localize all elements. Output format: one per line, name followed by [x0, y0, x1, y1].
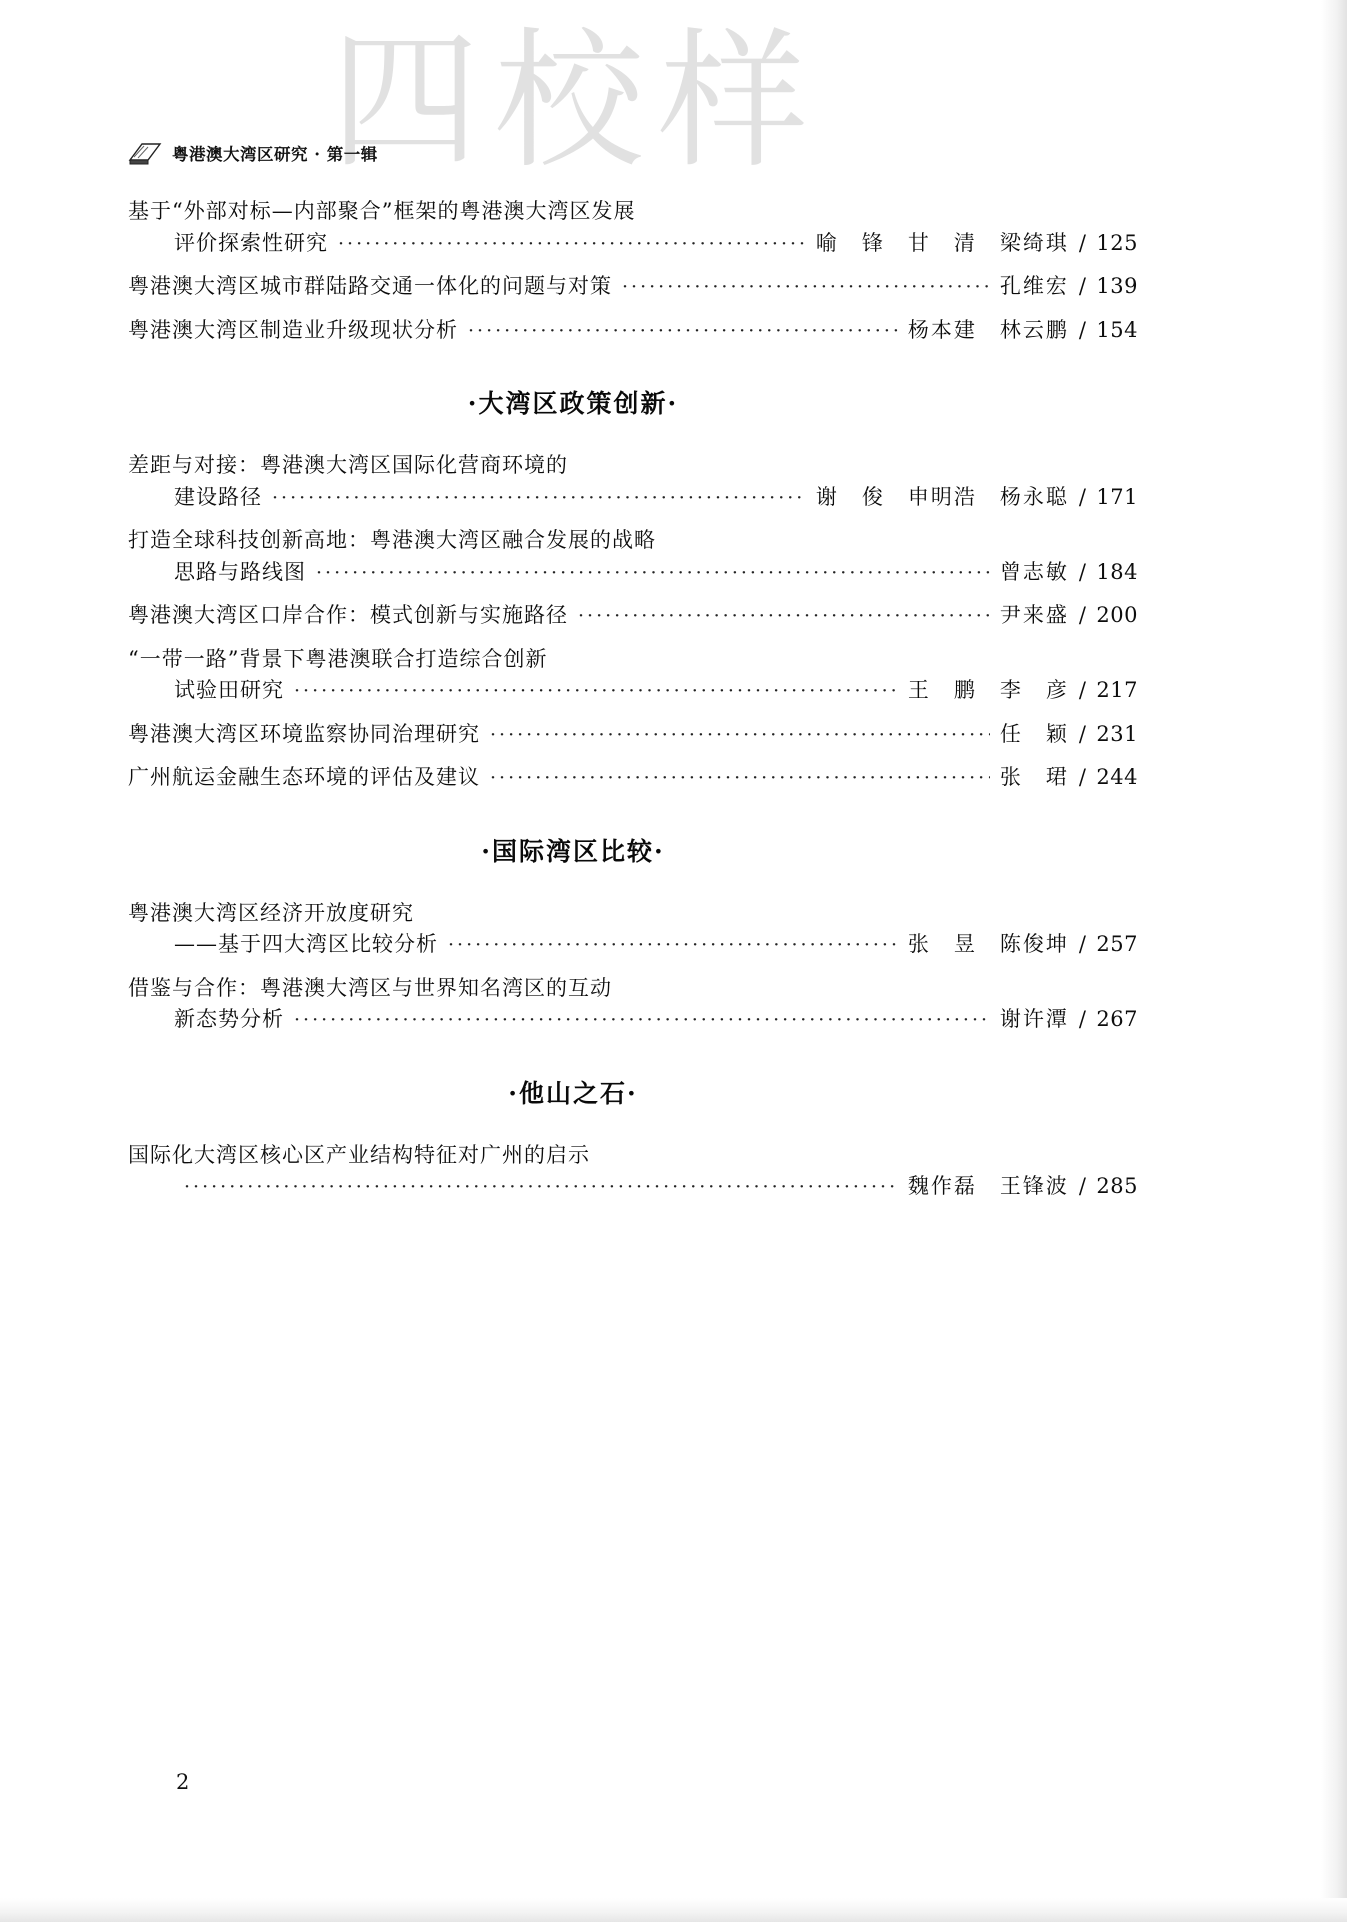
toc-entry-line [128, 315, 1138, 347]
toc-entry-separator: / [1078, 230, 1086, 255]
toc-entry-separator: / [1078, 678, 1086, 702]
toc-section [128, 1074, 1138, 1203]
dot-leader [338, 230, 806, 259]
toc-entry[interactable] [128, 271, 1138, 303]
toc-entry-authors: 孔维宏 [999, 274, 1069, 298]
toc-entry-authors: 尹来盛 [999, 603, 1069, 627]
proof-watermark: 四校样 [330, 15, 823, 189]
toc-entry[interactable] [128, 450, 1138, 513]
toc-entry-title: 粤港澳大湾区环境监察协同治理研究 [128, 721, 480, 746]
toc-entry-tail [816, 228, 1138, 260]
toc-entry-separator: / [1078, 559, 1086, 584]
dot-leader [294, 677, 898, 706]
toc-entry-page: 267 [1096, 1007, 1138, 1031]
toc-entry-title: 国际化大湾区核心区产业结构特征对广州的启示 [128, 1142, 590, 1167]
toc-entry-authors: 魏作磊 王锋波 [907, 1174, 1069, 1198]
toc-entry-line [128, 973, 1138, 1005]
toc-entry-line [128, 450, 1138, 482]
toc-entry[interactable] [128, 525, 1138, 588]
toc-entry-title: 粤港澳大湾区城市群陆路交通一体化的问题与对策 [128, 274, 612, 298]
book-logo-icon [128, 140, 162, 166]
toc-entry-separator: / [1078, 484, 1086, 509]
toc-entry-tail [908, 1171, 1138, 1203]
toc-entry[interactable] [128, 762, 1138, 794]
toc-entry-tail [816, 482, 1138, 514]
toc-entry-tail [1000, 1004, 1138, 1036]
dot-leader [294, 1006, 990, 1035]
toc-entry-tail [1000, 719, 1138, 751]
toc-content [128, 196, 1138, 1215]
toc-entry-authors: 张 昱 陈俊坤 [907, 932, 1069, 956]
toc-entry-title: “一带一路”背景下粤港澳联合打造综合创新 [128, 646, 548, 671]
toc-entry[interactable] [128, 644, 1138, 707]
toc-entry-separator: / [1078, 1174, 1086, 1198]
toc-entry[interactable] [128, 315, 1138, 347]
toc-entry-line [128, 1004, 1138, 1036]
section-heading: ·大湾区政策创新· [467, 389, 679, 418]
toc-entry-line [128, 1171, 1138, 1203]
dot-leader [468, 317, 898, 346]
dot-leader [490, 721, 990, 750]
running-header [128, 140, 378, 166]
toc-entry-authors: 曾志敏 [999, 559, 1069, 584]
toc-entry[interactable] [128, 898, 1138, 961]
toc-entry-line [128, 644, 1138, 676]
toc-entry-line [128, 228, 1138, 260]
toc-entry-authors: 任 颖 [999, 721, 1069, 746]
toc-entry-tail [1000, 600, 1138, 632]
toc-entry-authors: 喻 锋 甘 清 梁绮琪 [815, 230, 1069, 255]
toc-entry-line [128, 762, 1138, 794]
header-title: 粤港澳大湾区研究 · 第一辑 [172, 145, 378, 164]
toc-entry-page: 125 [1096, 230, 1138, 255]
toc-entry-title: 粤港澳大湾区经济开放度研究 [128, 900, 414, 925]
toc-entry-title: 广州航运金融生态环境的评估及建议 [128, 765, 480, 789]
toc-entry-separator: / [1078, 765, 1086, 789]
toc-entry-title-cont: 建设路径 [174, 484, 262, 509]
toc-entry-separator: / [1078, 274, 1086, 298]
page-number: 2 [176, 1770, 190, 1794]
toc-entry-tail [1000, 557, 1138, 589]
dot-leader [490, 764, 990, 793]
toc-entry-title-cont: 思路与路线图 [174, 559, 306, 584]
toc-entry-page: 244 [1096, 765, 1138, 789]
page-edge-shadow-right [1321, 0, 1347, 1922]
section-heading: ·他山之石· [508, 1078, 638, 1108]
toc-entry-page: 171 [1096, 484, 1138, 509]
toc-entry-authors: 谢 俊 申明浩 杨永聪 [815, 484, 1069, 509]
toc-entry-tail [1000, 271, 1138, 303]
dot-leader [184, 1173, 898, 1202]
toc-entry-authors: 杨本建 林云鹏 [907, 317, 1069, 342]
toc-entry-tail [908, 675, 1138, 707]
toc-entry-page: 184 [1096, 559, 1138, 584]
toc-entry-line [128, 196, 1138, 228]
toc-section [128, 196, 1138, 346]
toc-entry[interactable] [128, 719, 1138, 751]
toc-entry-line [128, 557, 1138, 589]
toc-entry-line [128, 719, 1138, 751]
toc-entry-separator: / [1078, 932, 1086, 956]
toc-section [128, 384, 1138, 794]
toc-entry-title: 粤港澳大湾区制造业升级现状分析 [128, 317, 458, 342]
toc-entry-separator: / [1078, 1007, 1086, 1031]
toc-entry-title-cont: 评价探索性研究 [174, 230, 328, 255]
toc-entry-separator: / [1078, 721, 1086, 746]
toc-entry-title: 差距与对接：粤港澳大湾区国际化营商环境的 [128, 453, 568, 477]
toc-entry[interactable] [128, 973, 1138, 1036]
toc-entry-line [128, 271, 1138, 303]
toc-entry-tail [1000, 762, 1138, 794]
toc-entry-line [128, 525, 1138, 557]
toc-entry-title-cont: 新态势分析 [174, 1007, 284, 1031]
toc-entry-line [128, 898, 1138, 930]
toc-entry-authors: 王 鹏 李 彦 [907, 678, 1069, 702]
toc-entry[interactable] [128, 600, 1138, 632]
toc-entry-tail [908, 315, 1138, 347]
toc-entry-line [128, 675, 1138, 707]
toc-entry-title: 打造全球科技创新高地：粤港澳大湾区融合发展的战略 [128, 528, 656, 552]
toc-section [128, 832, 1138, 1036]
toc-entry-page: 257 [1096, 932, 1138, 956]
toc-entry-line [128, 1140, 1138, 1172]
toc-entry-page: 217 [1096, 678, 1138, 702]
toc-entry-page: 285 [1096, 1174, 1138, 1198]
toc-entry-separator: / [1078, 603, 1086, 627]
toc-entry-authors: 谢许潭 [999, 1007, 1069, 1031]
dot-leader [272, 484, 806, 513]
toc-entry-page: 139 [1096, 274, 1138, 298]
dot-leader [448, 931, 898, 960]
toc-entry-line [128, 600, 1138, 632]
dot-leader [578, 602, 990, 631]
dot-leader [622, 273, 990, 302]
toc-entry-page: 231 [1096, 721, 1138, 746]
page-edge-shadow-bottom [0, 1898, 1347, 1922]
toc-entry-title: 基于“外部对标—内部聚合”框架的粤港澳大湾区发展 [128, 199, 636, 223]
toc-entry-title-cont: ——基于四大湾区比较分析 [174, 932, 438, 956]
toc-entry-line [128, 929, 1138, 961]
toc-entry[interactable] [128, 196, 1138, 259]
toc-entry-page: 154 [1096, 317, 1138, 342]
section-heading: ·国际湾区比较· [481, 836, 665, 866]
toc-entry-title: 粤港澳大湾区口岸合作：模式创新与实施路径 [128, 603, 568, 627]
toc-entry[interactable] [128, 1140, 1138, 1203]
toc-entry-tail [908, 929, 1138, 961]
toc-entry-title: 借鉴与合作：粤港澳大湾区与世界知名湾区的互动 [128, 975, 612, 1000]
toc-entry-authors: 张 珺 [999, 765, 1069, 789]
toc-entry-separator: / [1078, 317, 1086, 342]
toc-entry-line [128, 482, 1138, 514]
toc-entry-page: 200 [1096, 603, 1138, 627]
dot-leader [316, 559, 990, 588]
toc-entry-title-cont: 试验田研究 [174, 678, 284, 702]
